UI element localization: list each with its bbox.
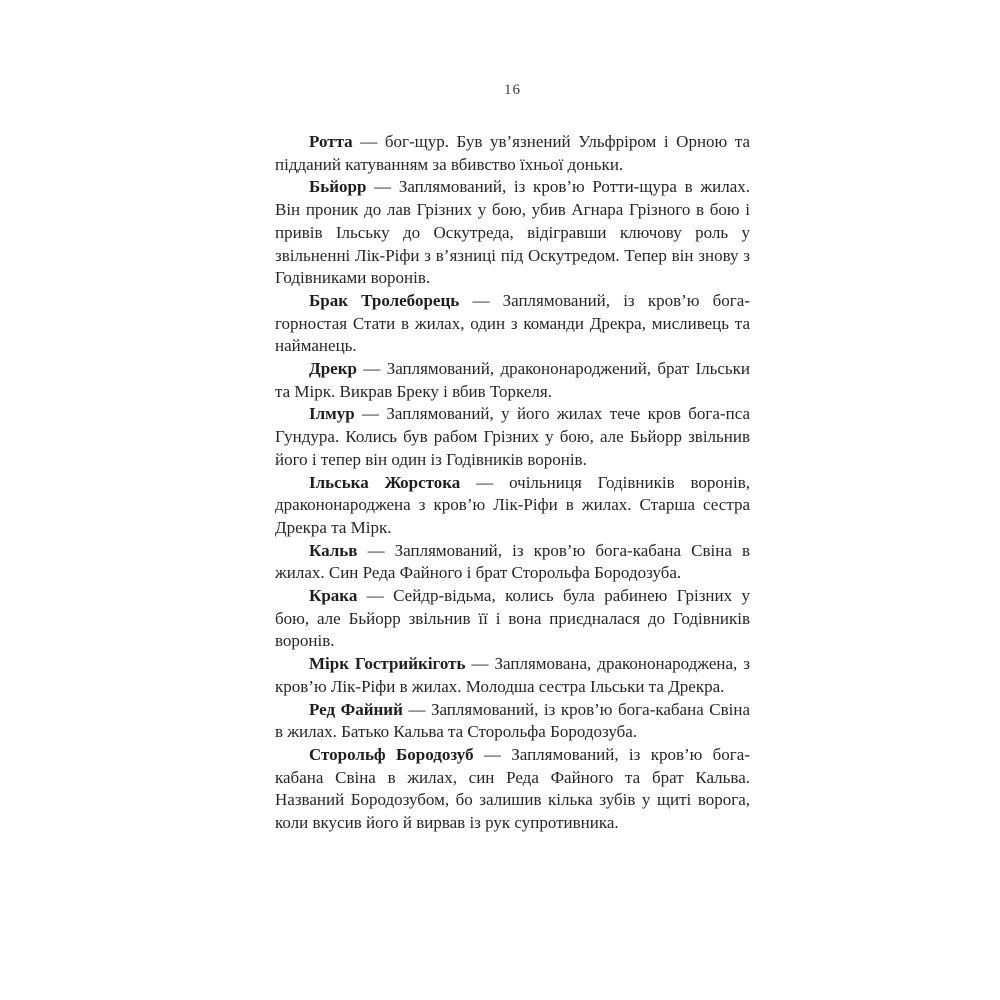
- entry-description: — бог-щур. Був ув’язнений Ульфріром і Орною та підданий катуванням за вбивство їхньої доньки.: [275, 132, 751, 174]
- entry-name: Ільська Жорстока: [309, 472, 461, 492]
- glossary-entry-mirk: [275, 653, 750, 698]
- entry-description: — Заплямований, із кров’ю бога-кабана Свіна в жилах. Батько Кальва та Сторольфа Бородозуба.: [275, 699, 751, 742]
- glossary-entry-byorr: [275, 176, 750, 290]
- entry-name: Кальв: [309, 540, 358, 560]
- glossary-entry-ilmur: [275, 403, 750, 471]
- entry-name: Бьйорр: [309, 177, 367, 197]
- entry-description: — очільниця Годівників воронів, дракононароджена з кров’ю Лік-Ріфи в жилах. Старша сестра Дрекра та Мірк.: [275, 472, 751, 537]
- glossary-entry-drekr: [275, 358, 750, 403]
- glossary-entry-ilska: [275, 472, 750, 540]
- glossary-entry-brak: [275, 290, 750, 358]
- glossary-entry-kalv: [275, 540, 750, 585]
- entry-description: — Заплямований, із кров’ю Ротти-щура в жилах. Він проник до лав Грізних у бою, убив Агнара Грізного в бою і привів Ільську до Оскутреда, відігравши ключову роль у звільненні Лік-Ріфи з в’язниці під Оскутредом. Тепер він знову з Годівниками воронів.: [275, 177, 751, 288]
- entry-description: — Заплямований, із кров’ю бога-горностая Стати в жилах, один з команди Дрекра, мисливець та найманець.: [275, 290, 750, 356]
- entry-description: — Заплямований, дракононароджений, брат Ільськи та Мірк. Викрав Бреку і вбив Торкеля.: [275, 359, 751, 401]
- entry-description: — Заплямований, із кров’ю бога-кабана Свіна в жилах, син Реда Файного та брат Кальва. Названий Бородозубом, бо залишив кілька зубів у щиті ворога, коли вкусив його й вирвав із рук супротивника.: [275, 744, 750, 833]
- entry-name: Дрекр: [309, 359, 357, 379]
- entry-name: Крака: [309, 586, 358, 606]
- glossary-entry-storolf: [275, 744, 750, 835]
- page-number: 16: [504, 82, 521, 98]
- entry-name: Ілмур: [309, 404, 355, 424]
- entry-name: Ред Файний: [309, 699, 403, 719]
- glossary-entry-kraka: [275, 585, 750, 653]
- glossary-text-block: [275, 131, 750, 835]
- entry-name: Мірк Гострийкіготь: [309, 654, 466, 674]
- entry-description: — Заплямований, із кров’ю бога-кабана Свіна в жилах. Син Реда Файного і брат Сторольфа Бородозуба.: [275, 540, 751, 583]
- glossary-entry-rotta: [275, 131, 750, 176]
- entry-name: Ротта: [309, 132, 353, 151]
- glossary-entry-red: [275, 699, 750, 744]
- entry-name: Брак Тролеборець: [309, 290, 460, 310]
- entry-name: Сторольф Бородозуб: [309, 744, 474, 764]
- entry-description: — Заплямована, дракононароджена, з кров’ю Лік-Ріфи в жилах. Молодша сестра Ільськи та Дрекра.: [275, 654, 751, 696]
- entry-description: — Заплямований, у його жилах тече кров бога-пса Гундура. Колись був рабом Грізних у бою, але Бьйорр звільнив його і тепер він один із Годівників воронів.: [275, 404, 750, 469]
- entry-description: — Сейдр-відьма, колись була рабинею Грізних у бою, але Бьйорр звільнив її і вона приєдналася до Годівників воронів.: [275, 586, 751, 651]
